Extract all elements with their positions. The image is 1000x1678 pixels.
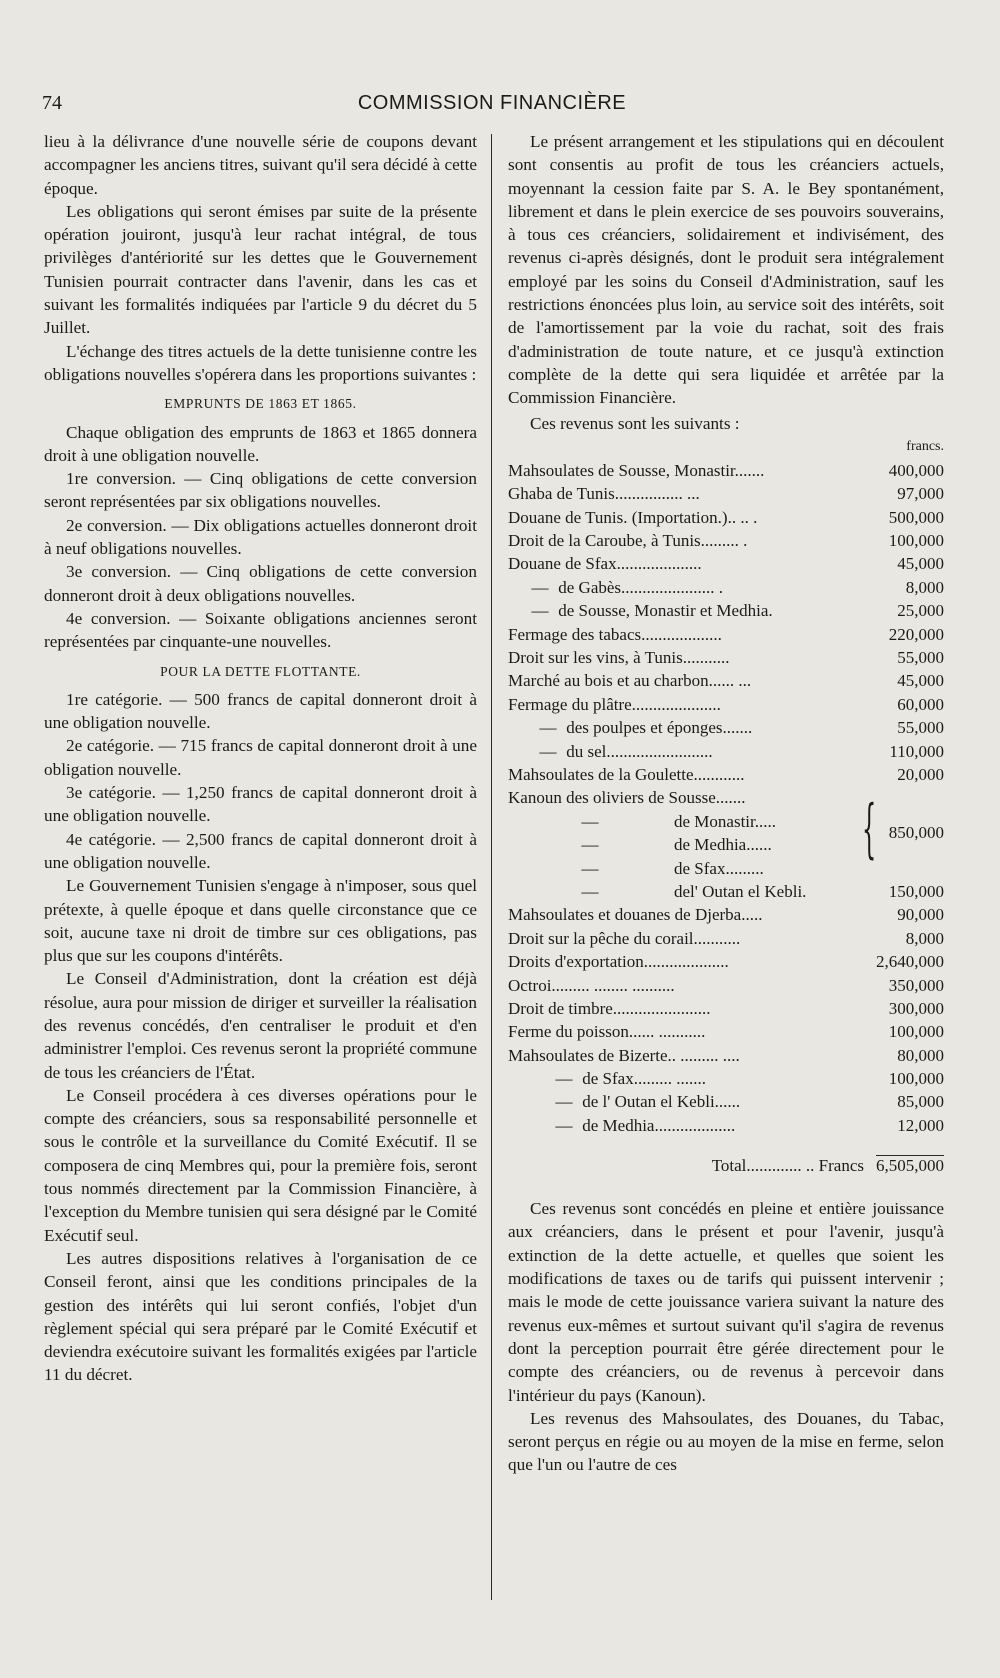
paragraph: lieu à la délivrance d'une nouvelle série de coupons devant accompagner les anciens titres, suivant qu'il sera décidé à cette époque. xyxy=(44,132,477,198)
ditto-dash: — xyxy=(581,835,599,855)
ditto-dash: — xyxy=(555,1069,573,1089)
row-label: Droit de timbre....................... xyxy=(508,998,711,1018)
ditto-dash: — xyxy=(555,1115,573,1135)
paragraph: Le Conseil procédera à ces diverses opérations pour le compte des créanciers, sous sa responsabilité personnelle et sous le contrôle et la surveillance du Comité Exécutif. Il se composera de cinq Membres qui, pour la première fois, seront tous nommés directement par la Commission Financière, à l'exception du Membre tunisien qui sera désigné par le Comité Exécutif seul. xyxy=(44,1085,477,1245)
ditto-dash: — xyxy=(531,601,549,621)
table-row xyxy=(508,1020,944,1043)
row-value: 150,000 xyxy=(888,881,944,901)
paragraph: Le Gouvernement Tunisien s'engage à n'imposer, sous quel prétexte, à quelle époque et dans quelle circonstance que ce soit, aucune taxe ni droit de timbre sur ces obligations, pas plus que sur les coupons d'intérêts. xyxy=(44,876,477,966)
paragraph: Le Conseil d'Administration, dont la création est déjà résolue, aura pour mission de diriger et surveiller la réalisation des revenus concédés, d'en centraliser le produit et d'en administrer l'emploi. Ces revenus seront la propriété commune de tous les créanciers de l'État. xyxy=(44,969,477,1082)
total-row xyxy=(508,1137,944,1179)
row-value: 8,000 xyxy=(905,577,944,597)
ditto-dash: — xyxy=(555,1092,573,1112)
brace-icon: { xyxy=(862,792,877,867)
running-title: COMMISSION FINANCIÈRE xyxy=(357,92,627,114)
table-row xyxy=(508,1044,944,1067)
paragraph: 2e catégorie. — 715 francs de capital donneront droit à une obligation nouvelle. xyxy=(44,736,477,779)
row-label: Kanoun des oliviers de Sousse....... xyxy=(508,788,746,808)
row-value: 110,000 xyxy=(889,741,944,761)
table-row xyxy=(508,459,944,482)
row-value: 220,000 xyxy=(888,624,944,644)
page-header xyxy=(42,92,942,120)
paragraph: 4e catégorie. — 2,500 francs de capital donneront droit à une obligation nouvelle. xyxy=(44,829,477,872)
row-value: 80,000 xyxy=(897,1045,944,1065)
paragraph: Le présent arrangement et les stipulations qui en découlent sont consentis au profit de tous les créanciers actuels, moyennant la cession faite par S. A. le Bey spontanément, librement et dans le plein exercice de ses pouvoirs souverains, à tous ces créanciers, solidairement et indivisément, des revenus ci-après désignés, dont le produit sera intégralement employé par les soins du Conseil d'Administration, sauf les restrictions énoncées plus loin, au service soit des intérêts, soit de l'amortissement par la voie du rachat, soit des frais d'administration de toute nature, et ce jusqu'à extinction complète de la dette qui sera liquidée et arrêtée par la Commission Financière. xyxy=(508,132,944,408)
table-row xyxy=(508,903,944,926)
row-label: Fermage du plâtre..................... xyxy=(508,694,721,714)
row-label: Ferme du poisson...... ........... xyxy=(508,1022,706,1042)
row-value: 400,000 xyxy=(888,460,944,480)
table-row xyxy=(508,786,944,809)
table-row xyxy=(508,740,944,763)
row-label: Droits d'exportation.................... xyxy=(508,952,729,972)
table-row xyxy=(508,506,944,529)
total-value: 6,505,000 xyxy=(876,1155,944,1175)
paragraph: Les obligations qui seront émises par suite de la présente opération jouiront, jusqu'à leur rachat intégral, de tous privilèges d'antériorité sur les dettes que le Gouvernement Tunisien pourrait contracter dans l'avenir, dans les cas et suivant les formalités indiquées par l'article 9 du décret du 5 Juillet. xyxy=(44,201,477,338)
table-row xyxy=(508,599,944,622)
row-label: del' Outan el Kebli. xyxy=(674,881,807,901)
row-label: des poulpes et éponges....... xyxy=(566,718,753,738)
table-row xyxy=(508,950,944,973)
table-row xyxy=(508,1067,944,1090)
row-value: 97,000 xyxy=(897,484,944,504)
row-label: Mahsoulates de la Goulette............ xyxy=(508,764,745,784)
table-row xyxy=(508,552,944,575)
column-divider xyxy=(491,134,492,1600)
row-value: 12,000 xyxy=(897,1115,944,1135)
paragraph: Chaque obligation des emprunts de 1863 et 1865 donnera droit à une obligation nouvelle. xyxy=(44,422,477,465)
row-label: Douane de Tunis. (Importation.).. .. . xyxy=(508,507,758,527)
section-subheading: POUR LA DETTE FLOTTANTE. xyxy=(160,663,361,679)
table-row xyxy=(508,716,944,739)
ditto-dash: — xyxy=(581,881,599,901)
row-label: du sel......................... xyxy=(566,741,713,761)
row-value: 100,000 xyxy=(888,1069,944,1089)
row-value: 850,000 xyxy=(888,823,944,843)
paragraph: Ces revenus sont concédés en pleine et entière jouissance aux créanciers, dans le présent et pour l'avenir, jusqu'à extinction de la dette actuelle, et quelles que soient les modifications de taxes ou de tarifs qui puissent intervenir ; mais le mode de cette jouissance variera suivant la nature des revenus eux-mêmes et surtout suivant qu'il s'agira de revenus dont la perception pourrait être gérée directement pour le compte des créanciers, ou de revenus à percevoir dans l'intérieur du pays (Kanoun). xyxy=(508,1199,944,1405)
section-subheading: EMPRUNTS DE 1863 ET 1865. xyxy=(164,396,357,412)
table-row xyxy=(508,810,944,833)
ditto-dash: — xyxy=(581,811,599,831)
table-row xyxy=(508,997,944,1020)
row-value: 85,000 xyxy=(897,1092,944,1112)
row-value: 350,000 xyxy=(888,975,944,995)
table-row xyxy=(508,482,944,505)
row-label: Droit sur les vins, à Tunis........... xyxy=(508,648,730,668)
row-label: de Medhia................... xyxy=(582,1115,736,1135)
table-row xyxy=(508,646,944,669)
row-value: 100,000 xyxy=(888,1022,944,1042)
paragraph: 1re catégorie. — 500 francs de capital donneront droit à une obligation nouvelle. xyxy=(44,689,477,733)
row-value: 55,000 xyxy=(897,648,944,668)
paragraph: Ces revenus sont les suivants : xyxy=(530,413,740,433)
paragraph: 3e conversion. — Cinq obligations de cette conversion donneront droit à deux obligations nouvelles. xyxy=(44,562,477,605)
row-label: de Medhia...... xyxy=(674,835,772,855)
row-value: 500,000 xyxy=(888,507,944,527)
row-label: Mahsoulates de Bizerte.. ......... .... xyxy=(508,1045,740,1065)
row-label: de Gabès...................... . xyxy=(558,577,724,597)
page-number: 74 xyxy=(42,92,62,114)
row-label: de Sousse, Monastir et Medhia. xyxy=(558,601,773,621)
paragraph: 2e conversion. — Dix obligations actuelles donneront droit à neuf obligations nouvelles. xyxy=(44,515,477,559)
row-label: Droit de la Caroube, à Tunis......... . xyxy=(508,531,748,551)
table-row xyxy=(508,669,944,692)
left-column xyxy=(44,130,477,1387)
row-label: Douane de Sfax.................... xyxy=(508,554,702,574)
paragraph: 4e conversion. — Soixante obligations anciennes seront représentées par cinquante-une nouvelles. xyxy=(44,608,477,652)
row-label: Mahsoulates de Sousse, Monastir....... xyxy=(508,460,765,480)
table-row xyxy=(508,529,944,552)
right-column xyxy=(508,130,944,1477)
row-label: de Monastir..... xyxy=(674,811,776,831)
row-label: Ghaba de Tunis................ ... xyxy=(508,484,700,504)
table-row xyxy=(508,1090,944,1113)
revenue-table xyxy=(508,435,944,1179)
row-value: 100,000 xyxy=(888,531,944,551)
row-value: 300,000 xyxy=(888,998,944,1018)
row-label: de Sfax......... ....... xyxy=(582,1069,706,1089)
row-label: de Sfax......... xyxy=(674,858,764,878)
table-row xyxy=(508,763,944,786)
row-label: de l' Outan el Kebli...... xyxy=(582,1092,741,1112)
table-row xyxy=(508,857,944,880)
row-label: Mahsoulates et douanes de Djerba..... xyxy=(508,905,763,925)
table-row xyxy=(508,973,944,996)
table-row xyxy=(508,576,944,599)
ditto-dash: — xyxy=(539,741,557,761)
paragraph: Les revenus des Mahsoulates, des Douanes, du Tabac, seront perçus en régie ou au moyen de la mise en ferme, selon que l'un ou l'autre de ces xyxy=(508,1408,944,1475)
paragraph: 1re conversion. — Cinq obligations de cette conversion seront représentées par six obligations nouvelles. xyxy=(44,469,477,512)
paragraph: 3e catégorie. — 1,250 francs de capital donneront droit à une obligation nouvelle. xyxy=(44,783,477,826)
row-label: Droit sur la pêche du corail........... xyxy=(508,928,741,948)
row-value: 60,000 xyxy=(897,694,944,714)
row-label: Marché au bois et au charbon...... ... xyxy=(508,671,752,691)
row-value: 20,000 xyxy=(897,764,944,784)
table-row xyxy=(508,1114,944,1137)
ditto-dash: — xyxy=(539,718,557,738)
row-value: 8,000 xyxy=(905,928,944,948)
row-value: 90,000 xyxy=(897,905,944,925)
table-row xyxy=(508,880,944,903)
total-label: Total............. .. xyxy=(711,1155,815,1175)
ditto-dash: — xyxy=(581,858,599,878)
ditto-dash: — xyxy=(531,577,549,597)
units-row xyxy=(508,435,944,459)
units-label: francs. xyxy=(906,439,944,455)
table-row xyxy=(508,623,944,646)
paragraph: L'échange des titres actuels de la dette tunisienne contre les obligations nouvelles s'opérera dans les proportions suivantes : xyxy=(44,341,477,384)
table-row xyxy=(508,927,944,950)
paragraph: Les autres dispositions relatives à l'organisation de ce Conseil feront, ainsi que les conditions principales de la gestion des intérêts qui lui seront confiés, l'objet d'un règlement spécial qui sera préparé par le Comité Exécutif et deviendra exécutoire suivant les formalités exigées par l'article 11 du décret. xyxy=(44,1248,477,1385)
row-value: 45,000 xyxy=(897,554,944,574)
row-value: 25,000 xyxy=(897,601,944,621)
total-currency: Francs xyxy=(818,1155,864,1175)
table-row xyxy=(508,693,944,716)
row-value: 45,000 xyxy=(897,671,944,691)
row-value: 2,640,000 xyxy=(876,952,944,972)
row-label: Fermage des tabacs................... xyxy=(508,624,722,644)
row-label: Octroi......... ........ .......... xyxy=(508,975,675,995)
table-row xyxy=(508,833,944,856)
row-value: 55,000 xyxy=(897,718,944,738)
